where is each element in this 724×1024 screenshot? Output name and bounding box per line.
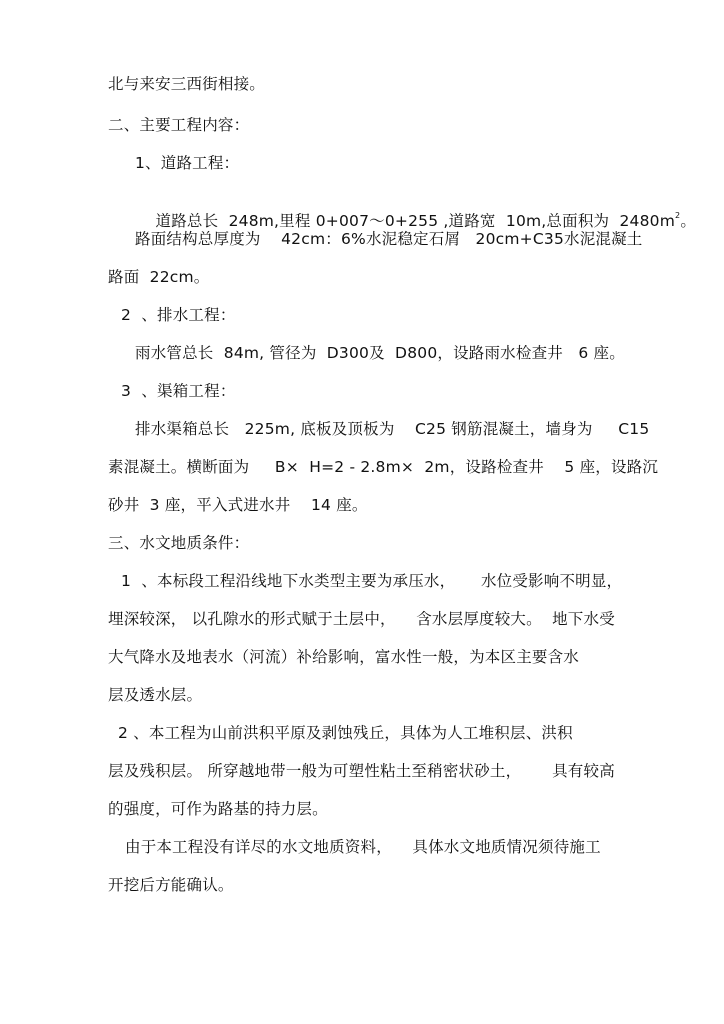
paragraph-line: 素混凝土。横断面为 B× H=2 - 2.8m× 2m，设路检查井 5 座，设路沉: [108, 458, 659, 476]
subsection-heading: 1、道路工程：: [135, 154, 240, 172]
paragraph-line: 层及残积层。 所穿越地带一般为可塑性粘土至稍密状砂土， 具有较高: [108, 762, 615, 780]
section-heading: 三、水文地质条件：: [108, 534, 250, 552]
paragraph-line: 层及透水层。: [108, 686, 203, 704]
paragraph-line: 的强度，可作为路基的持力层。: [108, 800, 328, 818]
road-summary-text: 道路总长 248m,里程 0+007～0+255 ,道路宽 10m,总面积为 2480m: [155, 212, 676, 230]
paragraph-line: 北与来安三西街相接。: [108, 75, 266, 93]
paragraph-line: 大气降水及地表水（河流）补给影响，富水性一般，为本区主要含水: [108, 648, 580, 666]
paragraph-line: 路面结构总厚度为 42cm：6%水泥稳定石屑 20cm+C35水泥混凝土: [135, 230, 643, 248]
section-heading: 二、主要工程内容：: [108, 116, 250, 134]
paragraph-line: 雨水管总长 84m, 管径为 D300及 D800，设路雨水检查井 6 座。: [135, 344, 625, 362]
paragraph-line: 1 、本标段工程沿线地下水类型主要为承压水， 水位受影响不明显，: [121, 572, 623, 590]
paragraph-line: 砂井 3 座，平入式进水井 14 座。: [108, 496, 368, 514]
paragraph-line: 由于本工程没有详尽的水文地质资料， 具体水文地质情况须待施工: [125, 838, 601, 856]
subsection-heading: 2 、排水工程：: [121, 306, 236, 324]
paragraph-line: 排水渠箱总长 225m, 底板及顶板为 C25 钢筋混凝土，墙身为 C15: [135, 420, 650, 438]
subsection-heading: 3 、渠箱工程：: [121, 382, 236, 400]
paragraph-line: 开挖后方能确认。: [108, 876, 234, 894]
paragraph-line: 埋深较深， 以孔隙水的形式赋于土层中， 含水层厚度较大。 地下水受: [108, 610, 615, 628]
road-summary-tail: 。: [680, 212, 697, 230]
area-superscript: 2: [675, 211, 681, 220]
paragraph-line: 2 、本工程为山前洪积平原及剥蚀残丘，具体为人工堆积层、洪积: [118, 724, 573, 742]
paragraph-line: 路面 22cm。: [108, 268, 210, 286]
